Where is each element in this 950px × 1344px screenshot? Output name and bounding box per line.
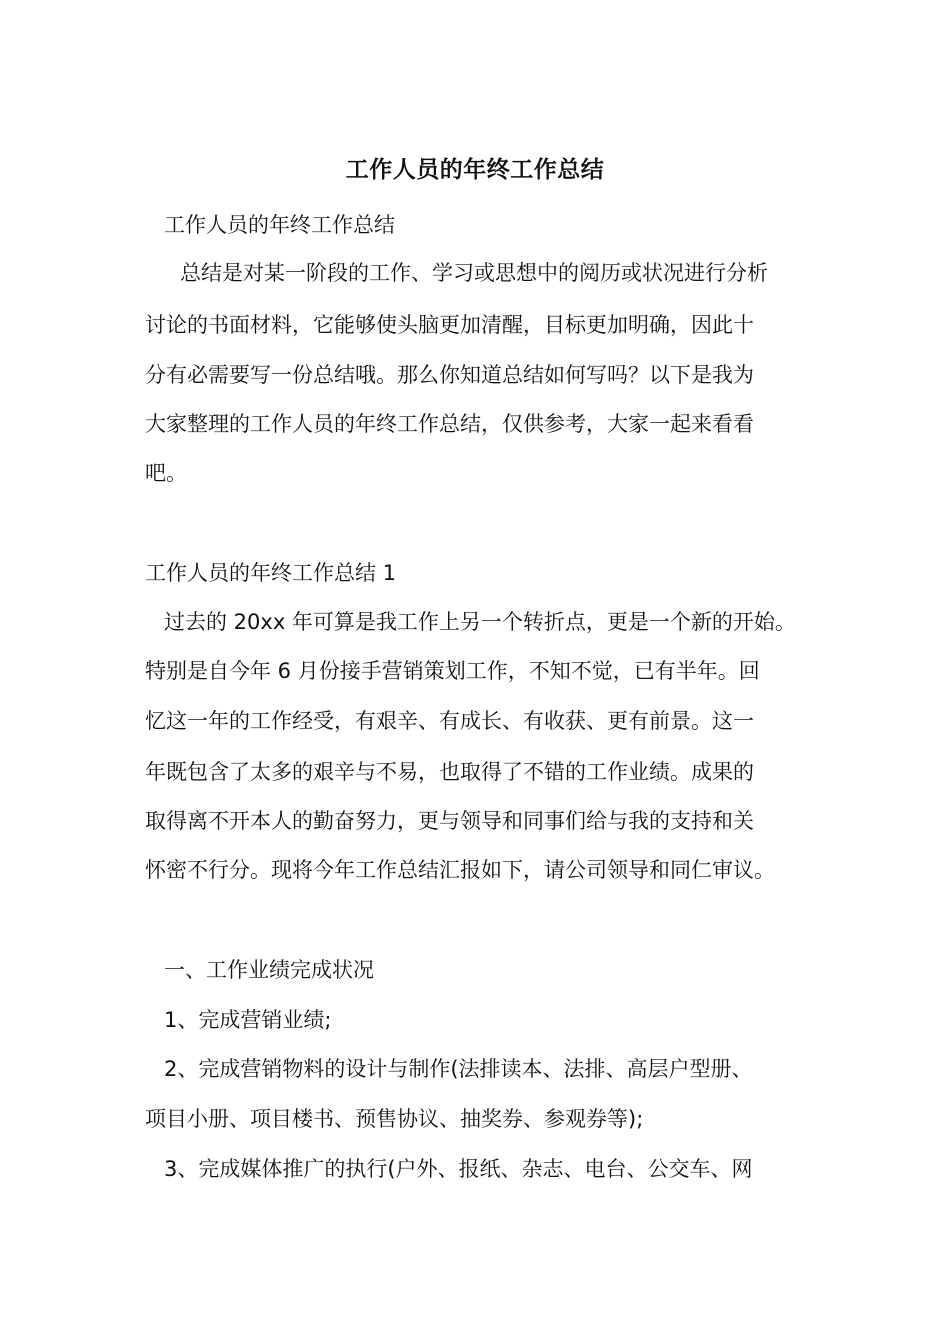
paragraph-line: 年既包含了太多的艰辛与不易，也取得了不错的工作业绩。成果的 (145, 760, 754, 784)
list-item: 2、完成营销物料的设计与制作(法排读本、法排、高层户型册、 (164, 1057, 753, 1081)
paragraph-line: 特别是自今年 6 月份接手营销策划工作，不知不觉，已有半年。回 (145, 659, 760, 683)
paragraph-line: 讨论的书面材料，它能够使头脑更加清醒，目标更加明确，因此十 (145, 313, 754, 337)
paragraph-line: 怀密不行分。现将今年工作总结汇报如下，请公司领导和同仁审议。 (145, 858, 775, 882)
document-title: 工作人员的年终工作总结 (345, 157, 605, 183)
paragraph-line: 总结是对某一阶段的工作、学习或思想中的阅历或状况进行分析 (180, 261, 768, 285)
section-heading: 工作人员的年终工作总结 1 (145, 561, 397, 585)
paragraph-line: 分有必需要写一份总结哦。那么你知道总结如何写吗？以下是我为 (145, 363, 754, 387)
paragraph-line: 忆这一年的工作经受，有艰辛、有成长、有收获、更有前景。这一 (145, 709, 754, 733)
list-item: 1、完成营销业绩; (164, 1008, 332, 1032)
paragraph-line: 大家整理的工作人员的年终工作总结，仅供参考，大家一起来看看 (145, 412, 754, 436)
subsection-heading: 一、工作业绩完成状况 (164, 958, 374, 982)
paragraph-line: 吧。 (145, 461, 187, 485)
list-item: 3、完成媒体推广的执行(户外、报纸、杂志、电台、公交车、网 (164, 1157, 753, 1181)
paragraph-line: 过去的 20xx 年可算是我工作上另一个转折点，更是一个新的开始。 (164, 610, 796, 634)
paragraph-line: 取得离不开本人的勤奋努力，更与领导和同事们给与我的支持和关 (145, 809, 754, 833)
subtitle-line: 工作人员的年终工作总结 (164, 213, 395, 237)
list-item-continuation: 项目小册、项目楼书、预售协议、抽奖券、参观券等); (145, 1107, 644, 1131)
